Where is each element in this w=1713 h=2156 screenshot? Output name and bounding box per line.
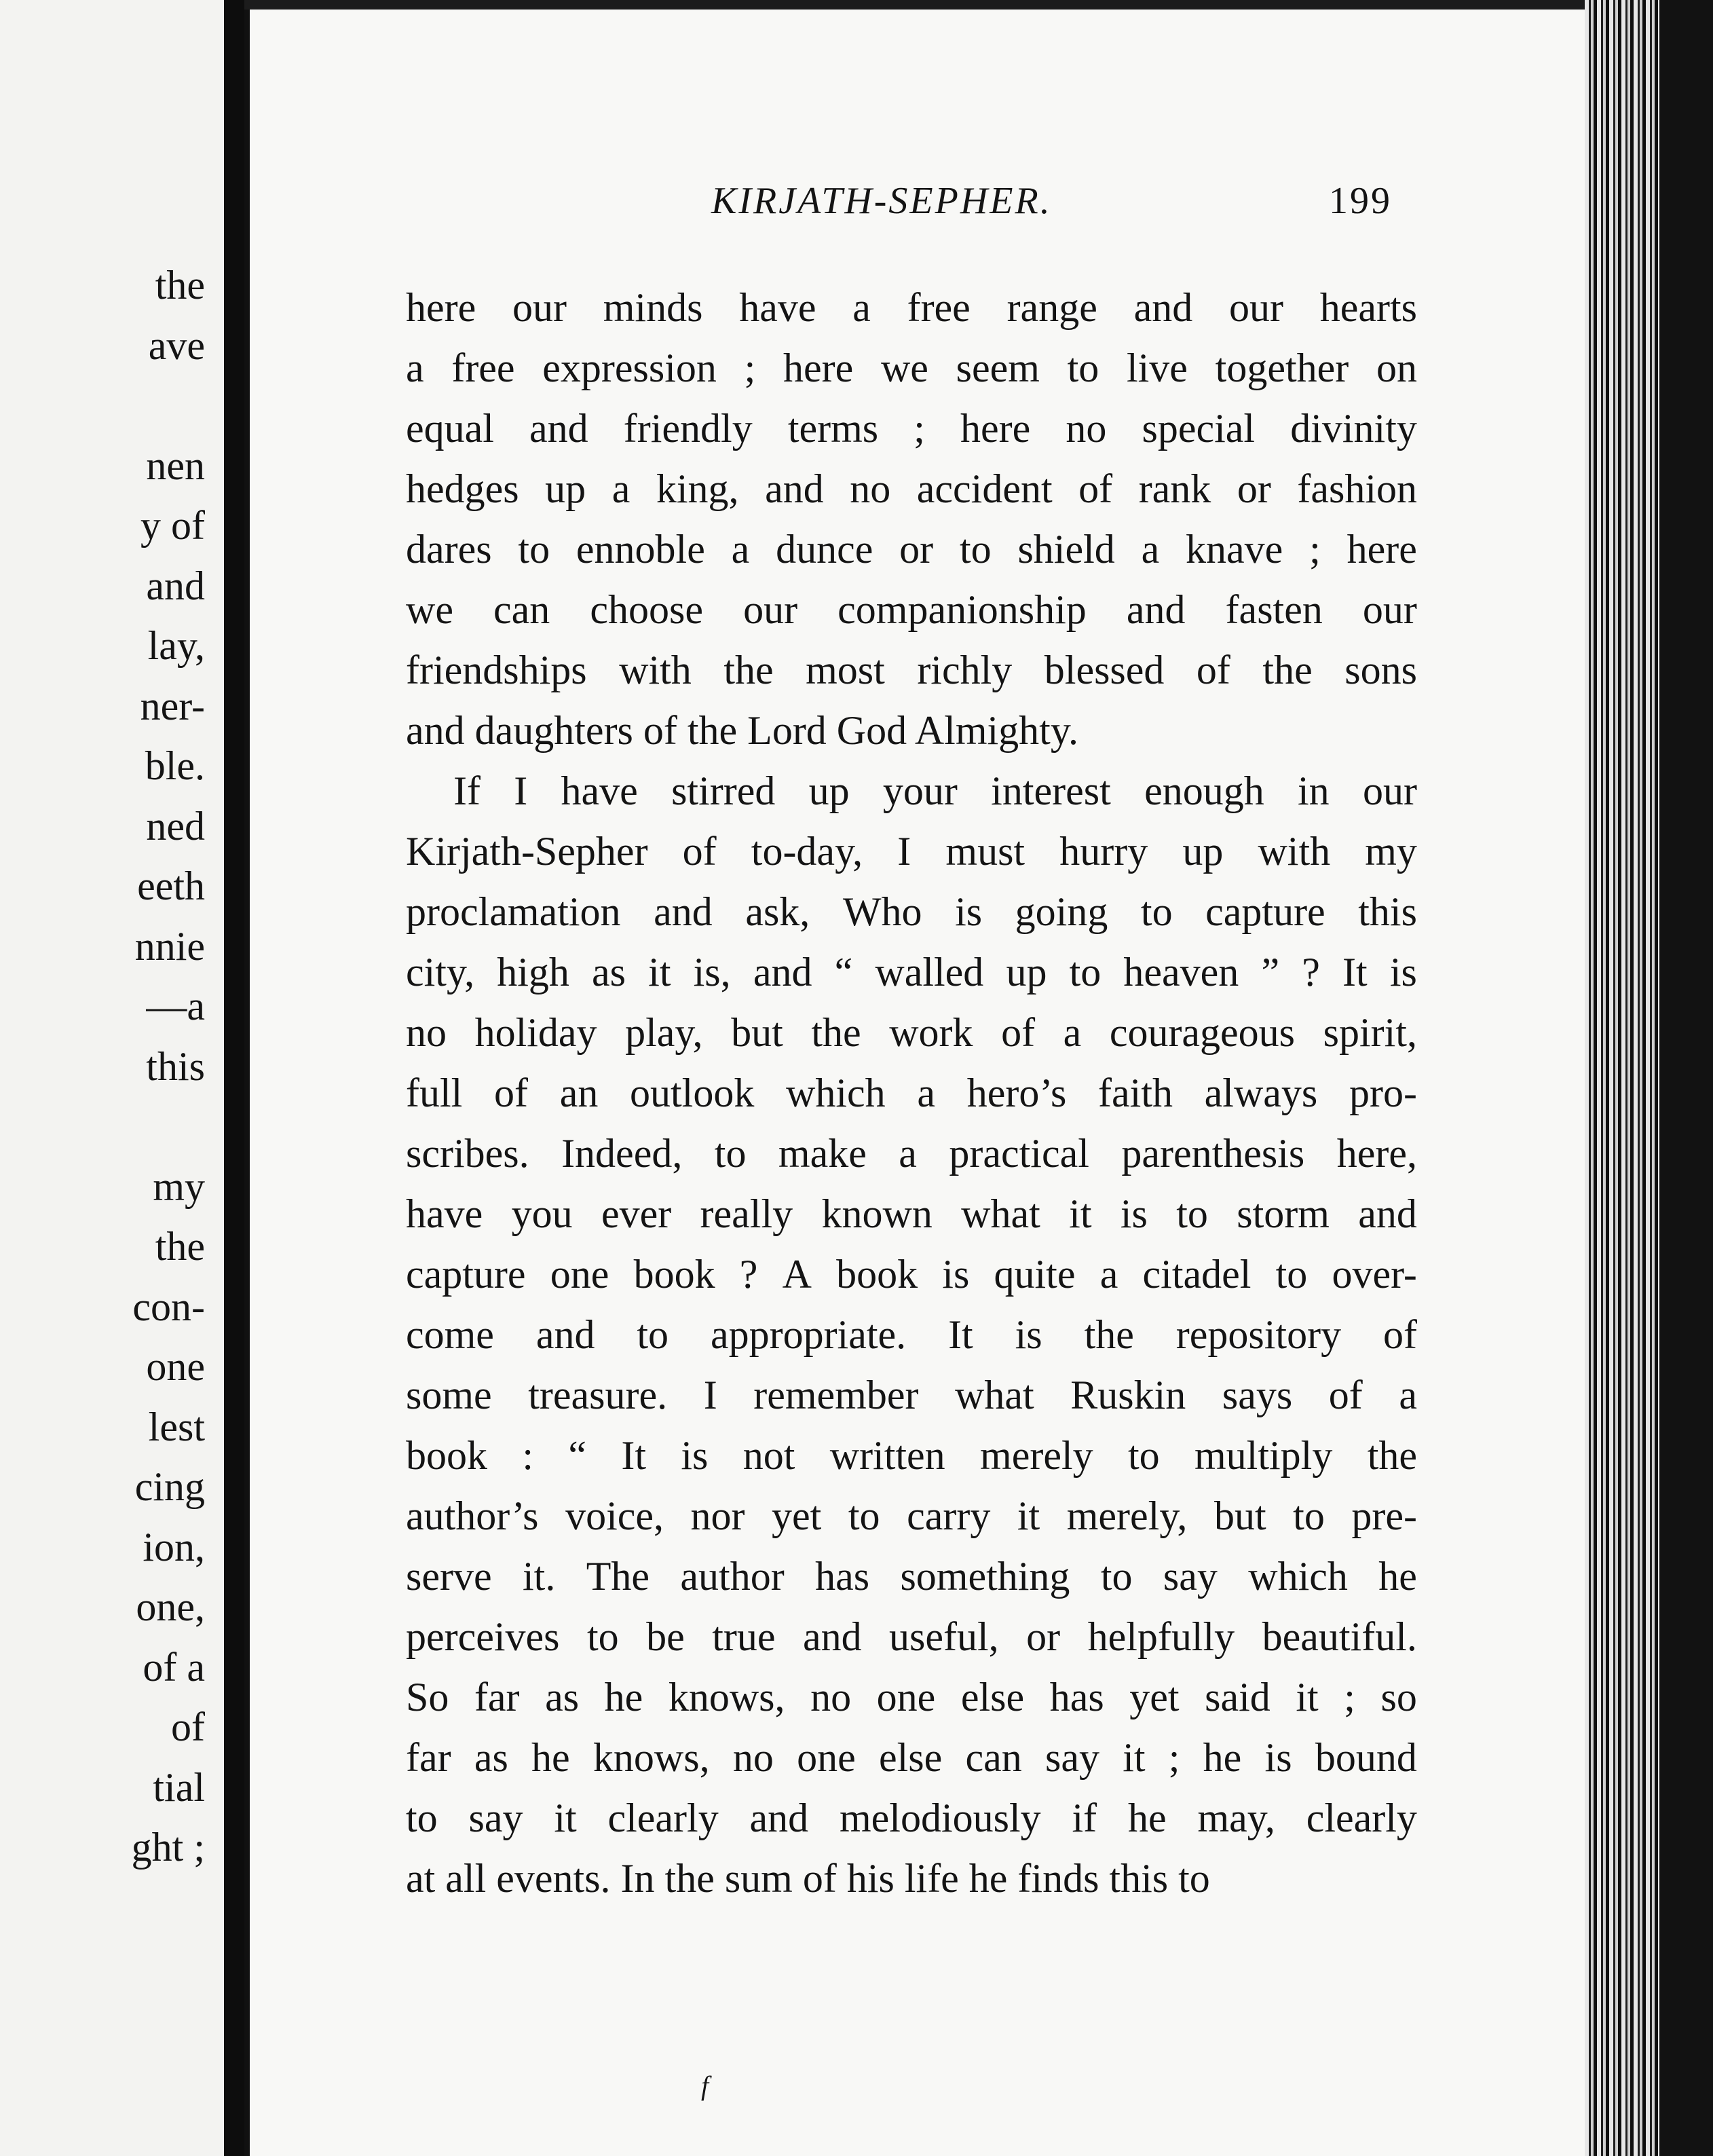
facing-page-line-fragment: nen	[146, 443, 205, 488]
text-line: capture one book ? A book is quite a citadel to over-	[406, 1252, 1417, 1297]
text-line: hedges up a king, and no accident of rank or fashion	[406, 466, 1417, 511]
text-line: a free expression ; here we seem to live together on	[406, 346, 1417, 390]
facing-page-line-fragment: ner-	[140, 683, 205, 728]
facing-page-line-fragment: ion,	[143, 1524, 205, 1569]
facing-page-line-fragment: cing	[134, 1464, 205, 1509]
facing-page-line-fragment: the	[155, 263, 205, 308]
text-line: here our minds have a free range and our hearts	[406, 285, 1417, 330]
text-line: some treasure. I remember what Ruskin says of a	[406, 1373, 1417, 1417]
text-line: dares to ennoble a dunce or to shield a knave ; here	[406, 527, 1417, 572]
facing-page-line-fragment: this	[146, 1043, 205, 1089]
text-line: author’s voice, nor yet to carry it merely, but to pre-	[406, 1493, 1417, 1538]
body-text	[406, 278, 1417, 1909]
text-line: come and to appropriate. It is the repository of	[406, 1312, 1417, 1357]
text-line: have you ever really known what it is to storm and	[406, 1191, 1417, 1236]
facing-page-line-fragment: one,	[136, 1584, 205, 1629]
book-page	[244, 10, 1590, 2156]
facing-page-line-fragment: the	[155, 1224, 205, 1269]
facing-page-line-fragment: of	[171, 1705, 205, 1749]
text-line: far as he knows, no one else can say it ; he is bound	[406, 1735, 1417, 1780]
facing-page-line-fragment: lest	[148, 1404, 205, 1449]
text-line: Kirjath-Sepher of to-day, I must hurry up with my	[406, 829, 1417, 874]
text-line: and daughters of the Lord God Almighty.	[406, 708, 1078, 753]
facing-page-line-fragment: of a	[143, 1644, 205, 1690]
text-line: equal and friendly terms ; here no special divinity	[406, 406, 1417, 451]
facing-page-line-fragment: my	[153, 1164, 205, 1209]
text-line: friendships with the most richly blessed of the sons	[406, 648, 1417, 692]
text-line: no holiday play, but the work of a courageous spirit,	[406, 1010, 1417, 1055]
facing-page-line-fragment: tial	[153, 1764, 205, 1810]
text-line: perceives to be true and useful, or helpfully beautiful.	[406, 1614, 1417, 1659]
text-line: city, high as it is, and “ walled up to heaven ” ? It is	[406, 950, 1417, 995]
facing-page-line-fragment: ble.	[145, 743, 205, 788]
text-line: at all events. In the sum of his life he finds this to	[406, 1856, 1210, 1901]
running-title: KIRJATH-SEPHER.	[711, 180, 1052, 222]
facing-page-line-fragment: ght ;	[131, 1825, 205, 1870]
facing-page-line-fragment: one	[146, 1344, 205, 1389]
facing-page-fragment	[0, 0, 224, 2156]
facing-page-line-fragment: —a	[146, 984, 205, 1028]
text-line: to say it clearly and melodiously if he may, clearly	[406, 1796, 1417, 1840]
text-line: So far as he knows, no one else has yet said it ; so	[406, 1675, 1417, 1720]
facing-page-line-fragment: and	[146, 563, 205, 608]
book-gutter	[224, 0, 244, 2156]
text-line: proclamation and ask, Who is going to capture this	[406, 889, 1417, 934]
text-line: full of an outlook which a hero’s faith always pro-	[406, 1071, 1417, 1115]
facing-page-line-fragment: eeth	[137, 863, 205, 908]
text-line: scribes. Indeed, to make a practical parenthesis here,	[406, 1131, 1417, 1176]
page-number: 199	[1329, 180, 1392, 222]
text-line: serve it. The author has something to say which he	[406, 1554, 1417, 1599]
text-line: we can choose our companionship and fasten our	[406, 587, 1417, 632]
facing-page-line-fragment: nnie	[134, 923, 205, 969]
printer-mark: f	[701, 2070, 709, 2101]
facing-page-line-fragment: lay,	[147, 623, 205, 668]
facing-page-line-fragment: con-	[132, 1284, 205, 1329]
facing-page-line-fragment: ned	[146, 803, 205, 849]
facing-page-line-fragment: y of	[140, 503, 205, 548]
page-edges	[1585, 0, 1713, 2156]
text-line: If I have stirred up your interest enough in our	[453, 768, 1417, 813]
text-line: book : “ It is not written merely to multiply the	[406, 1433, 1417, 1478]
facing-page-line-fragment: ave	[148, 322, 205, 368]
